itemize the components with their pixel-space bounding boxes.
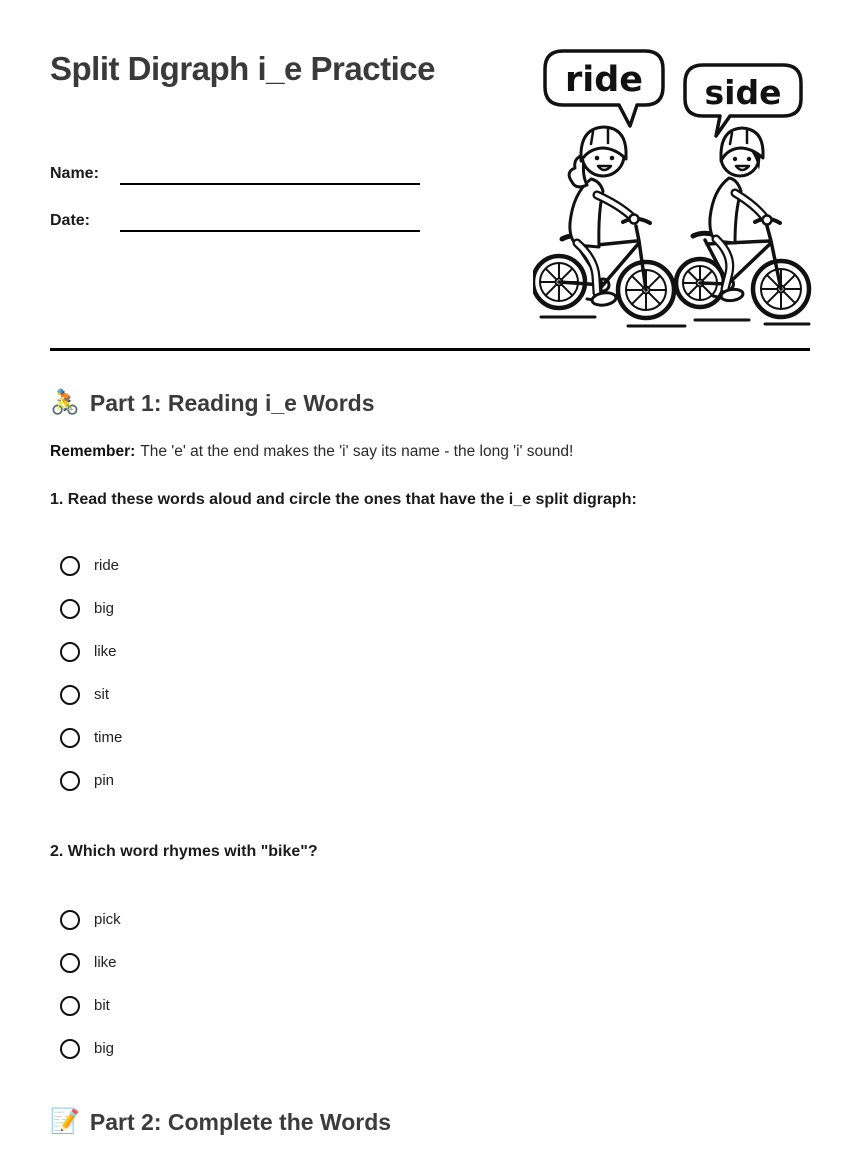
name-input-line[interactable] bbox=[120, 163, 420, 185]
part1-heading bbox=[50, 388, 810, 418]
question-2-options bbox=[50, 898, 810, 1070]
option-row bbox=[50, 984, 810, 1027]
speech-bubbles bbox=[545, 51, 801, 136]
kids-biking-illustration bbox=[533, 45, 815, 330]
radio-circle-big2[interactable] bbox=[60, 1039, 80, 1059]
radio-circle-bit[interactable] bbox=[60, 996, 80, 1016]
radio-circle-pin[interactable] bbox=[60, 771, 80, 791]
date-input-line[interactable] bbox=[120, 210, 420, 232]
date-label: Date: bbox=[50, 212, 91, 229]
option-row bbox=[50, 587, 810, 630]
name-field-row bbox=[50, 163, 420, 185]
option-row bbox=[50, 1027, 810, 1070]
option-label: pick bbox=[94, 911, 121, 928]
question-1-prompt: 1. Read these words aloud and circle the ones that have the i_e split digraph: bbox=[50, 491, 637, 508]
question-1-options bbox=[50, 544, 810, 802]
speech-bubble-side-text: side bbox=[704, 73, 782, 112]
date-field-row bbox=[50, 210, 420, 232]
option-label: bit bbox=[94, 997, 110, 1014]
option-label: big bbox=[94, 600, 115, 617]
question-2-prompt: 2. Which word rhymes with "bike"? bbox=[50, 843, 318, 860]
part2-heading-text: Part 2: Complete the Words bbox=[89, 1109, 392, 1135]
option-row bbox=[50, 759, 810, 802]
remember-label: Remember: bbox=[50, 443, 136, 460]
radio-circle-sit[interactable] bbox=[60, 685, 80, 705]
radio-circle-ride[interactable] bbox=[60, 556, 80, 576]
option-label: pin bbox=[94, 772, 115, 789]
bicyclist-emoji-icon: 🚴 bbox=[50, 389, 80, 416]
option-label: like bbox=[94, 954, 117, 971]
radio-circle-like2[interactable] bbox=[60, 953, 80, 973]
option-label: big bbox=[94, 1040, 115, 1057]
content bbox=[0, 388, 860, 1137]
page-title: Split Digraph i_e Practice bbox=[50, 50, 435, 87]
radio-circle-like[interactable] bbox=[60, 642, 80, 662]
memo-emoji-icon: 📝 bbox=[50, 1108, 80, 1135]
option-row bbox=[50, 544, 810, 587]
option-row bbox=[50, 716, 810, 759]
ground-lines bbox=[541, 317, 809, 326]
radio-circle-time[interactable] bbox=[60, 728, 80, 748]
option-row bbox=[50, 630, 810, 673]
boy-rider bbox=[710, 128, 772, 302]
header bbox=[0, 0, 860, 351]
radio-circle-pick[interactable] bbox=[60, 910, 80, 930]
remember-note bbox=[50, 442, 810, 462]
divider bbox=[50, 348, 810, 351]
remember-text: The 'e' at the end makes the 'i' say its name - the long 'i' sound! bbox=[140, 443, 574, 460]
option-row bbox=[50, 898, 810, 941]
boy-bike bbox=[676, 219, 809, 317]
part2-heading bbox=[50, 1107, 810, 1137]
option-label: time bbox=[94, 729, 123, 746]
option-label: ride bbox=[94, 557, 120, 574]
radio-circle-big[interactable] bbox=[60, 599, 80, 619]
part1-heading-text: Part 1: Reading i_e Words bbox=[89, 390, 375, 416]
option-label: sit bbox=[94, 686, 109, 703]
option-row bbox=[50, 673, 810, 716]
option-row bbox=[50, 941, 810, 984]
speech-bubble-ride-text: ride bbox=[564, 60, 644, 100]
option-label: like bbox=[94, 643, 117, 660]
name-label: Name: bbox=[50, 165, 99, 182]
